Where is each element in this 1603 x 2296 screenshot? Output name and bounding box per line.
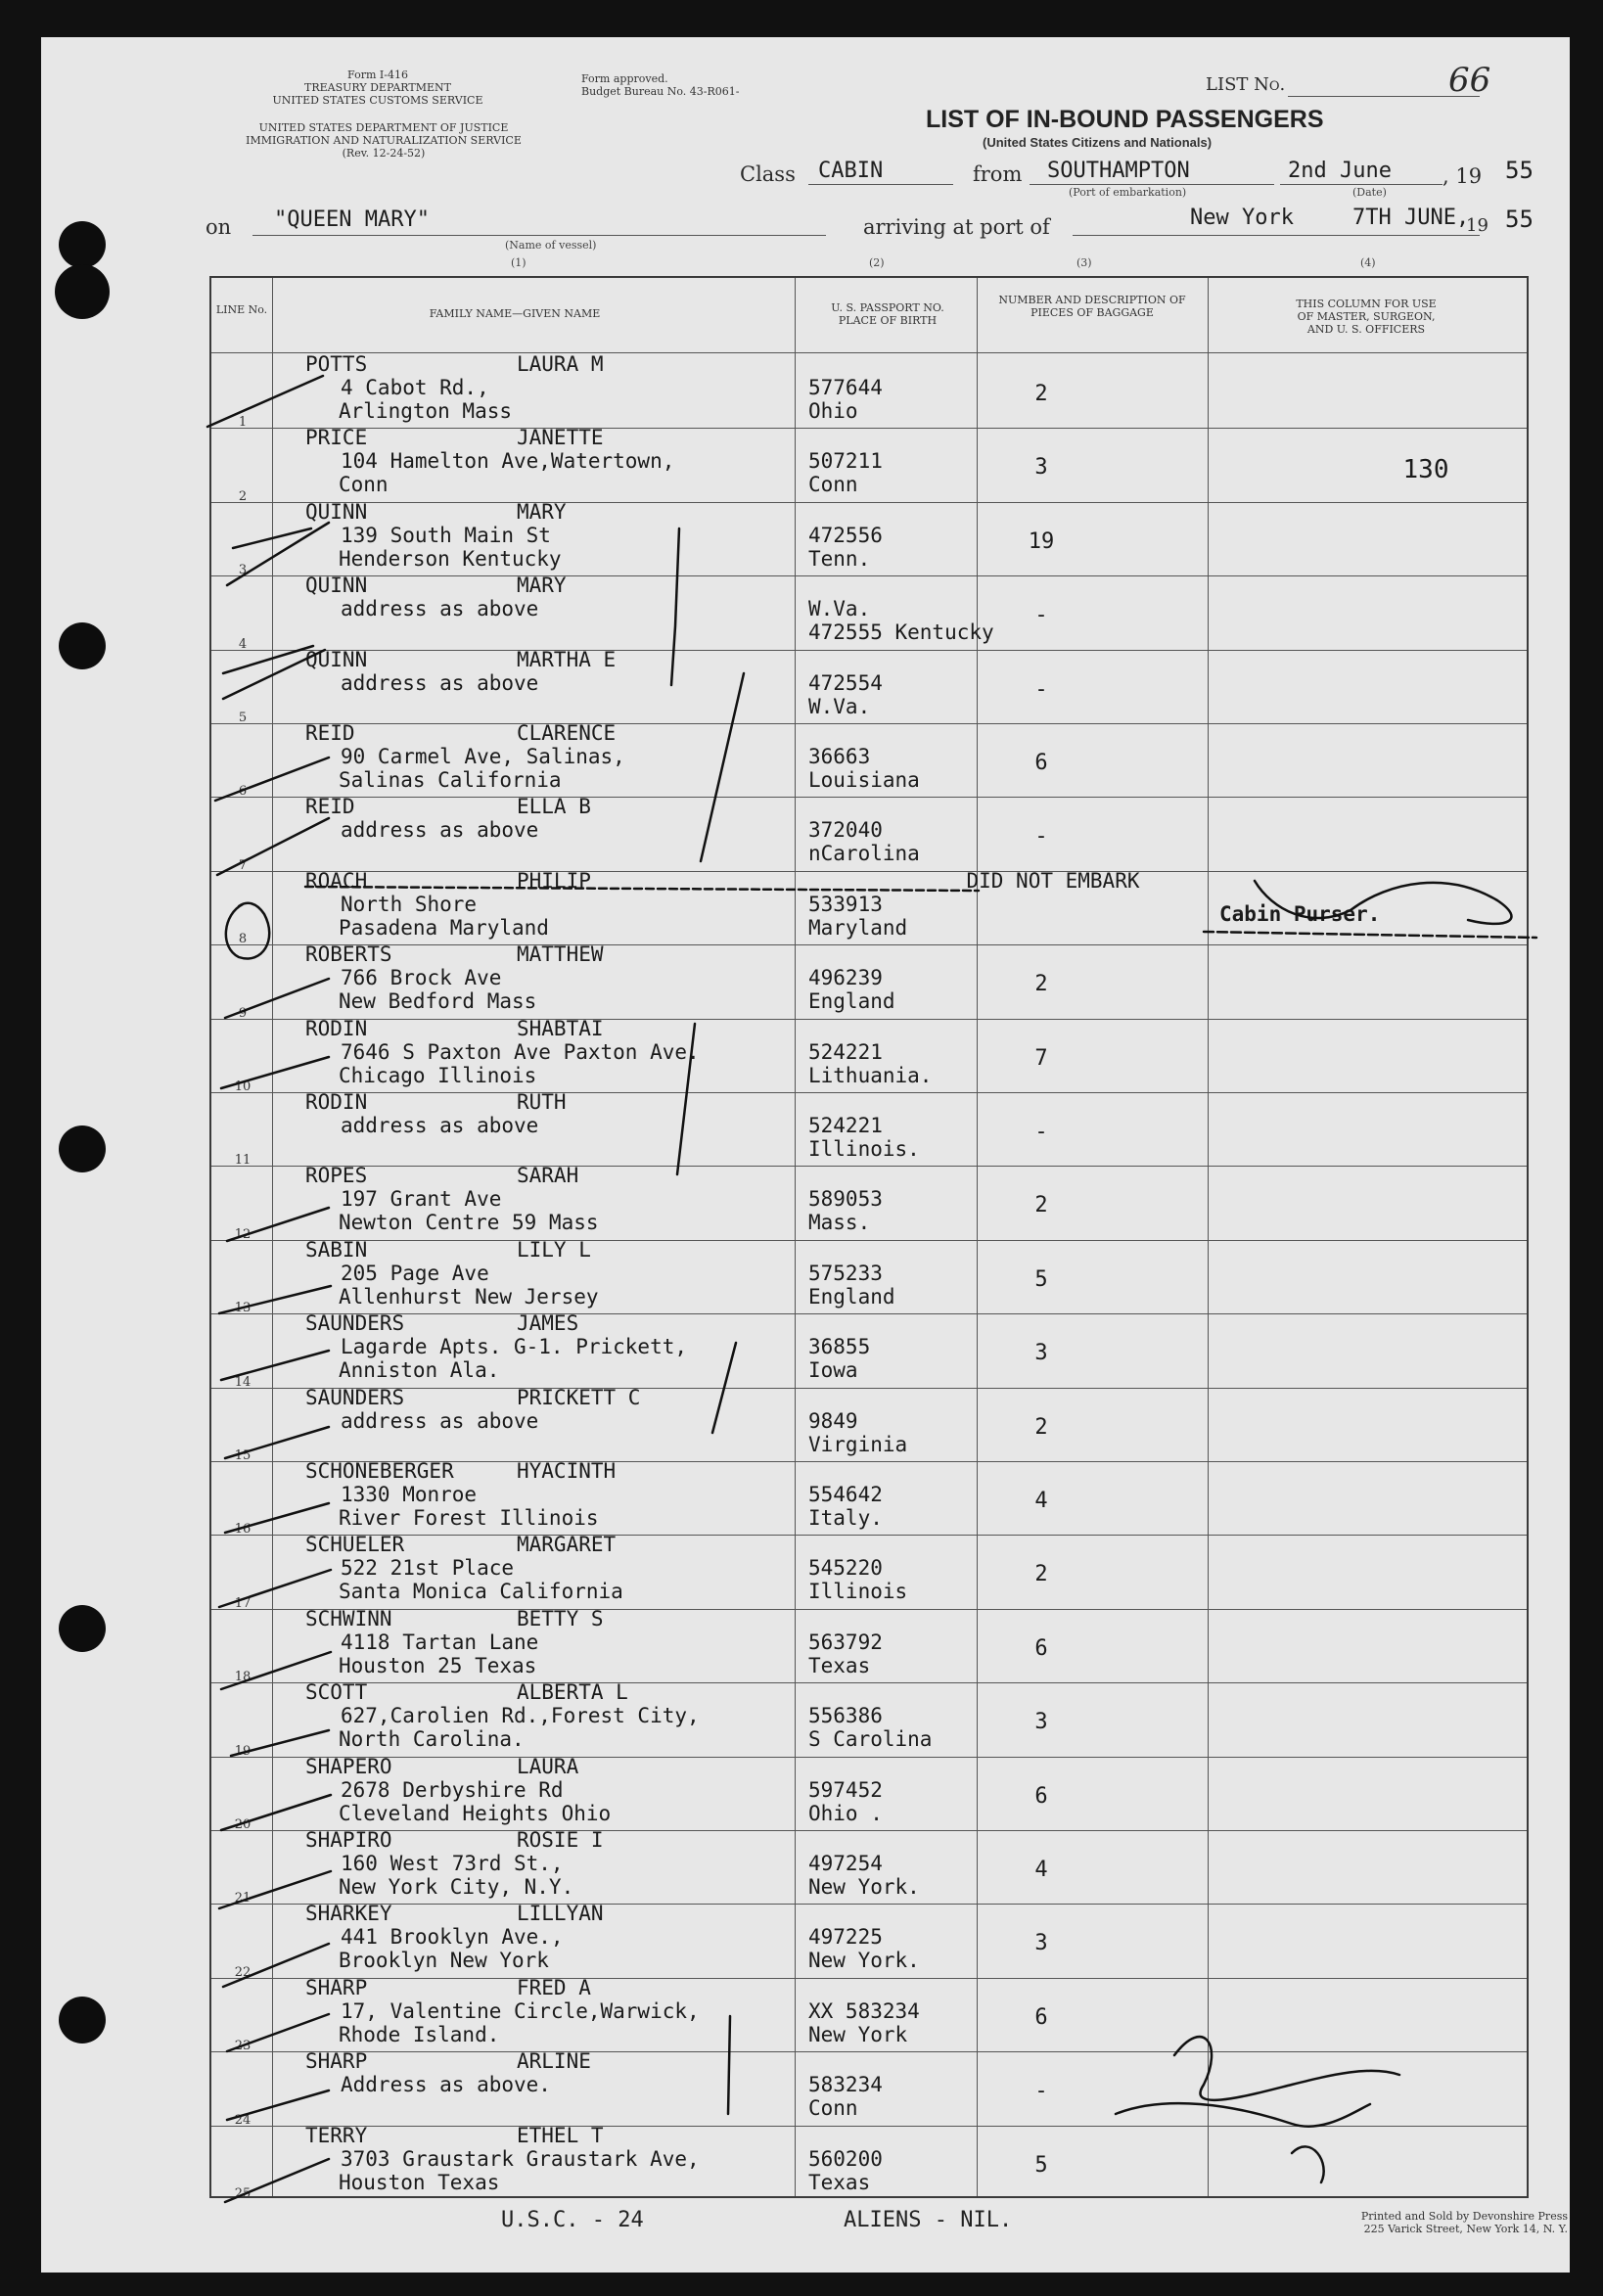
passport-number: 497254 (808, 1852, 883, 1875)
table-row (211, 574, 1527, 652)
baggage-count: 5 (1034, 1266, 1048, 1292)
vessel-name: "QUEEN MARY" (274, 207, 430, 232)
place-of-birth: Mass. (808, 1211, 871, 1235)
address-line-1: 766 Brock Ave (341, 966, 502, 990)
place-of-birth: Lithuania. (808, 1063, 933, 1087)
address-line-2: Anniston Ala. (339, 1358, 500, 1383)
place-of-birth: Texas (808, 2170, 871, 2194)
vessel-caption: (Name of vessel) (505, 239, 597, 252)
passport-number: 545220 (808, 1556, 883, 1581)
family-name: SCOTT (305, 1680, 368, 1705)
line-number: 20 (234, 1816, 252, 1832)
given-name: LILY L (517, 1237, 591, 1262)
given-name: LILLYAN (517, 1902, 604, 1926)
line-number: 23 (234, 2039, 252, 2054)
date-caption: (Date) (1352, 186, 1387, 199)
passport-number: 524221 (808, 1039, 883, 1064)
address-line-1: 197 Grant Ave (341, 1187, 502, 1212)
given-name: PHILIP (517, 868, 591, 893)
address-line-2: Rhode Island. (339, 2022, 500, 2046)
table-row (211, 1606, 1527, 1685)
passport-number: 554642 (808, 1483, 883, 1506)
place-of-birth: Virginia (808, 1432, 908, 1456)
line-number: 11 (234, 1153, 252, 1169)
line-number: 16 (234, 1522, 252, 1538)
baggage-count: 7 (1034, 1045, 1048, 1071)
table-row (211, 1311, 1527, 1390)
passport-number: 497225 (808, 1925, 883, 1950)
given-name: BETTY S (517, 1606, 604, 1630)
given-name: JANETTE (517, 426, 604, 450)
table-row (211, 1680, 1527, 1759)
year-prefix: , 19 (1443, 164, 1483, 188)
page-subtitle: (United States Citizens and Nationals) (983, 135, 1213, 150)
binder-hole (59, 1125, 106, 1172)
family-name: SHARP (305, 2049, 368, 2074)
family-name: TERRY (305, 2123, 368, 2147)
given-name: MATTHEW (517, 942, 604, 967)
address-line-1: 3703 Graustark Graustark Ave, (341, 2146, 700, 2171)
line-number: 17 (234, 1595, 252, 1611)
class-value: CABIN (818, 159, 884, 183)
address-line-1: 4 Cabot Rd., (341, 376, 489, 399)
header-divider (211, 352, 1527, 353)
table-row (211, 1533, 1527, 1611)
line-number: 6 (238, 784, 248, 800)
line-number: 21 (234, 1891, 252, 1906)
address-line-2: Houston Texas (339, 2170, 500, 2194)
address-line-2: Santa Monica California (339, 1580, 623, 1604)
family-name: SAUNDERS (305, 1311, 405, 1336)
from-label: from (973, 162, 1023, 186)
line-number: 13 (234, 1301, 252, 1316)
line-number: 22 (234, 1964, 252, 1980)
passport-number: 36663 (808, 745, 871, 768)
binder-hole (55, 264, 110, 319)
line-number: 9 (238, 1005, 248, 1021)
baggage-count: - (1034, 824, 1048, 850)
table-row (211, 1090, 1527, 1169)
place-of-birth: Texas (808, 1653, 871, 1677)
family-name: SHARP (305, 1975, 368, 1999)
given-name: LAURA M (517, 352, 604, 376)
place-of-birth: Italy. (808, 1506, 883, 1530)
port-underline (1073, 235, 1480, 236)
address-line-1: address as above (341, 670, 539, 695)
arrival-year: 55 (1505, 206, 1534, 233)
line-number: 4 (238, 636, 248, 652)
page-title: LIST OF IN-BOUND PASSENGERS (926, 106, 1324, 133)
address-line-1: 7646 S Paxton Ave Paxton Ave. (341, 1039, 700, 1064)
family-name: SAUNDERS (305, 1385, 405, 1409)
passport-number: 597452 (808, 1777, 883, 1802)
table-row (211, 942, 1527, 1021)
place-of-birth: W.Va. (808, 694, 871, 718)
line-number: 7 (238, 857, 248, 873)
given-name: JAMES (517, 1311, 579, 1336)
passport-number: 507211 (808, 449, 883, 474)
address-line-2: Brooklyn New York (339, 1949, 549, 1973)
col-header-officers: THIS COLUMN FOR USE OF MASTER, SURGEON, AND U. S. OFFICERS (1296, 298, 1437, 336)
baggage-count: 3 (1034, 1341, 1048, 1366)
given-name: ETHEL T (517, 2123, 604, 2147)
family-name: ROPES (305, 1164, 368, 1188)
given-name: FRED A (517, 1975, 591, 1999)
passport-number: 9849 (808, 1408, 858, 1433)
line-number: 2 (238, 488, 248, 504)
address-line-1: address as above (341, 597, 539, 621)
baggage-count: 6 (1034, 751, 1048, 775)
baggage-count: - (1034, 1120, 1048, 1144)
place-of-birth: Ohio (808, 399, 858, 423)
passport-number: 472554 (808, 670, 883, 695)
address-line-1: 4118 Tartan Lane (341, 1630, 539, 1654)
passport-number: 577644 (808, 376, 883, 399)
form-identifier: Form I-416 TREASURY DEPARTMENT UNITED STATES CUSTOMS SERVICE (272, 69, 483, 107)
family-name: REID (305, 795, 355, 819)
address-line-2: Conn (339, 473, 389, 497)
baggage-count: 2 (1034, 382, 1048, 406)
class-underline (808, 184, 953, 185)
family-name: QUINN (305, 647, 368, 671)
table-row (211, 426, 1527, 504)
list-no-label: LIST No. (1206, 74, 1286, 95)
baggage-count: 3 (1034, 1931, 1048, 1956)
binder-hole (59, 221, 106, 268)
address-line-2: North Carolina. (339, 1727, 525, 1752)
address-line-1: 1330 Monroe (341, 1483, 478, 1506)
place-of-birth: New York. (808, 1875, 920, 1899)
family-name: RODIN (305, 1090, 368, 1114)
table-row (211, 499, 1527, 578)
family-name: ROACH (305, 868, 368, 893)
col-header-baggage: NUMBER AND DESCRIPTION OF PIECES OF BAGGAGE (998, 294, 1186, 319)
line-number: 1 (238, 415, 248, 431)
usc-count: U.S.C. - 24 (501, 2208, 644, 2232)
address-line-2: Chicago Illinois (339, 1063, 537, 1087)
passport-number: XX 583234 (808, 1998, 920, 2023)
address-line-1: address as above (341, 1114, 539, 1137)
address-line-1: address as above (341, 818, 539, 843)
baggage-count: 3 (1034, 1710, 1048, 1735)
family-name: SHARKEY (305, 1902, 392, 1926)
class-label: Class (740, 162, 796, 186)
address-line-2: Pasadena Maryland (339, 915, 549, 940)
col1-caption: (1) (511, 256, 527, 269)
address-line-2: New York City, N.Y. (339, 1875, 574, 1899)
place-of-birth: Illinois (808, 1580, 908, 1604)
place-of-birth: S Carolina (808, 1727, 933, 1752)
place-of-birth: New York. (808, 1949, 920, 1973)
family-name: SCHWINN (305, 1606, 392, 1630)
binder-hole (59, 1997, 106, 2043)
place-of-birth: Iowa (808, 1358, 858, 1383)
binder-hole (59, 622, 106, 669)
line-number: 15 (234, 1447, 252, 1463)
embarkation-date: 2nd June (1288, 159, 1392, 183)
table-row (211, 1016, 1527, 1094)
table-row (211, 795, 1527, 873)
address-line-1: 441 Brooklyn Ave., (341, 1925, 564, 1950)
on-label: on (206, 215, 232, 239)
family-name: SHAPIRO (305, 1828, 392, 1852)
address-line-1: 139 South Main St (341, 523, 551, 547)
address-line-1: 17, Valentine Circle,Warwick, (341, 1998, 700, 2023)
line-number: 25 (234, 2185, 252, 2201)
baggage-count: - (1034, 603, 1048, 628)
address-line-1: address as above (341, 1408, 539, 1433)
place-of-birth: Maryland (808, 915, 908, 940)
place-of-birth: Tenn. (808, 546, 871, 571)
address-line-1: 90 Carmel Ave, Salinas, (341, 745, 625, 768)
address-line-1: Address as above. (341, 2073, 551, 2097)
col-header-line-no: LINE No. (215, 303, 268, 316)
passport-number: 36855 (808, 1335, 871, 1359)
place-of-birth: Conn (808, 473, 858, 497)
baggage-count: 3 (1034, 455, 1048, 481)
table-row (211, 1902, 1527, 1980)
table-row (211, 1237, 1527, 1316)
officer-note: 130 (1402, 455, 1449, 485)
address-line-1: Lagarde Apts. G-1. Prickett, (341, 1335, 688, 1359)
col-header-passport: U. S. PASSPORT NO. PLACE OF BIRTH (831, 301, 944, 327)
baggage-count: 2 (1034, 972, 1048, 997)
given-name: SHABTAI (517, 1016, 604, 1040)
given-name: RUTH (517, 1090, 567, 1114)
address-line-1: North Shore (341, 892, 478, 916)
col3-caption: (3) (1076, 256, 1092, 269)
passport-number: 496239 (808, 966, 883, 990)
line-number: 12 (234, 1226, 252, 1242)
table-row (211, 1975, 1527, 2054)
address-line-1: 627,Carolien Rd.,Forest City, (341, 1704, 700, 1728)
arrival-port: New York (1190, 206, 1294, 230)
address-line-2: Salinas California (339, 768, 562, 792)
place-of-birth: Ohio . (808, 1801, 883, 1825)
aliens-count: ALIENS - NIL. (844, 2208, 1013, 2232)
baggage-count: 2 (1034, 1414, 1048, 1440)
family-name: QUINN (305, 574, 368, 598)
col4-caption: (4) (1360, 256, 1376, 269)
baggage-count: 6 (1034, 1635, 1048, 1661)
address-line-2: River Forest Illinois (339, 1506, 599, 1530)
address-line-2: Allenhurst New Jersey (339, 1284, 599, 1309)
budget-approval: Form approved. Budget Bureau No. 43-R061- (581, 72, 740, 98)
place-of-birth: nCarolina (808, 842, 920, 866)
baggage-count: 6 (1034, 2004, 1048, 2030)
address-line-1: 205 Page Ave (341, 1261, 489, 1285)
list-no-value: 66 (1448, 61, 1491, 100)
passenger-table (209, 276, 1529, 2201)
given-name: CLARENCE (517, 721, 617, 745)
table-row (211, 1164, 1527, 1242)
table-row (211, 1385, 1527, 1463)
arrival-year-prefix: 19 (1466, 215, 1488, 236)
vessel-underline (252, 235, 826, 236)
line-number: 5 (238, 710, 248, 725)
baggage-count: - (1034, 2079, 1048, 2104)
family-name: PRICE (305, 426, 368, 450)
passport-number: W.Va. (808, 597, 871, 621)
baggage-count: 6 (1034, 1783, 1048, 1809)
embarkation-caption: (Port of embarkation) (1069, 186, 1187, 199)
given-name: MARY (517, 574, 567, 598)
address-line-1: 2678 Derbyshire Rd (341, 1777, 564, 1802)
date-underline (1280, 184, 1443, 185)
baggage-count: 2 (1034, 1193, 1048, 1218)
agency-identifier: UNITED STATES DEPARTMENT OF JUSTICE IMMIGRATION AND NATURALIZATION SERVICE (Rev. 12-24-52) (246, 121, 522, 160)
arrival-date: 7TH JUNE, (1352, 206, 1470, 230)
col2-caption: (2) (869, 256, 885, 269)
baggage-count: 19 (1028, 528, 1055, 554)
passport-number: 533913 (808, 892, 883, 916)
family-name: POTTS (305, 352, 368, 376)
baggage-count: 5 (1034, 2152, 1048, 2178)
address-line-2: Newton Centre 59 Mass (339, 1211, 599, 1235)
passport-number: 583234 (808, 2073, 883, 2097)
address-line-1: 104 Hamelton Ave,Watertown, (341, 449, 675, 474)
address-line-2: Henderson Kentucky (339, 546, 562, 571)
line-number: 19 (234, 1743, 252, 1759)
passport-number: 589053 (808, 1187, 883, 1212)
place-of-birth: 472555 Kentucky (808, 620, 994, 645)
address-line-1: 160 West 73rd St., (341, 1852, 564, 1875)
passport-number: 563792 (808, 1630, 883, 1654)
given-name: MARGARET (517, 1533, 617, 1557)
passport-number: 372040 (808, 818, 883, 843)
address-line-2: New Bedford Mass (339, 989, 537, 1014)
table-row (211, 2049, 1527, 2128)
table-row (211, 1830, 1527, 1904)
line-number: 8 (238, 932, 248, 947)
given-name: PRICKETT C (517, 1385, 641, 1409)
family-name: QUINN (305, 499, 368, 524)
address-line-2: Houston 25 Texas (339, 1653, 537, 1677)
line-number: 10 (234, 1079, 252, 1094)
place-of-birth: Conn (808, 2096, 858, 2121)
family-name: ROBERTS (305, 942, 392, 967)
passport-number: 556386 (808, 1704, 883, 1728)
family-name: REID (305, 721, 355, 745)
given-name: ROSIE I (517, 1828, 604, 1852)
baggage-count: - (1034, 676, 1048, 702)
line-number: 18 (234, 1670, 252, 1685)
table-row (211, 1459, 1527, 1538)
binder-hole (59, 1605, 106, 1652)
passport-number: 472556 (808, 523, 883, 547)
table-row (211, 721, 1527, 800)
address-line-2: Arlington Mass (339, 399, 513, 423)
table-row (211, 647, 1527, 725)
place-of-birth: Louisiana (808, 768, 920, 792)
line-number: 3 (238, 563, 248, 578)
line-number: 24 (234, 2112, 252, 2128)
given-name: HYACINTH (517, 1459, 617, 1483)
arriving-label: arriving at port of (863, 215, 1050, 239)
baggage-count: 4 (1034, 1858, 1048, 1882)
table-row (211, 2123, 1527, 2201)
passport-number: 524221 (808, 1114, 883, 1137)
address-line-2: Cleveland Heights Ohio (339, 1801, 612, 1825)
table-row (211, 352, 1527, 431)
place-of-birth: New York (808, 2022, 908, 2046)
baggage-count: 4 (1034, 1489, 1048, 1513)
place-of-birth: England (808, 989, 895, 1014)
passport-number: 575233 (808, 1261, 883, 1285)
given-name: LAURA (517, 1754, 579, 1778)
table-row (211, 1754, 1527, 1832)
place-of-birth: Illinois. (808, 1137, 920, 1161)
given-name: ALBERTA L (517, 1680, 628, 1705)
baggage-count: DID NOT EMBARK (966, 868, 1140, 893)
family-name: SHAPERO (305, 1754, 392, 1778)
family-name: SCHUELER (305, 1533, 405, 1557)
family-name: SCHONEBERGER (305, 1459, 454, 1483)
given-name: MARTHA E (517, 647, 617, 671)
baggage-count: 2 (1034, 1562, 1048, 1587)
place-of-birth: England (808, 1284, 895, 1309)
embarkation-year: 55 (1505, 157, 1534, 184)
officer-note: Cabin Purser. (1219, 901, 1381, 926)
passport-number: 560200 (808, 2146, 883, 2171)
printer-credit: Printed and Sold by Devonshire Press 225 Varick Street, New York 14, N. Y. (1360, 2210, 1568, 2235)
table-row (211, 868, 1527, 947)
line-number: 14 (234, 1374, 252, 1390)
col-header-name: FAMILY NAME—GIVEN NAME (429, 307, 601, 320)
family-name: RODIN (305, 1016, 368, 1040)
embarkation-underline (1030, 184, 1274, 185)
given-name: MARY (517, 499, 567, 524)
given-name: ELLA B (517, 795, 591, 819)
family-name: SABIN (305, 1237, 368, 1262)
given-name: ARLINE (517, 2049, 591, 2074)
given-name: SARAH (517, 1164, 579, 1188)
embarkation-port: SOUTHAMPTON (1047, 159, 1190, 183)
address-line-1: 522 21st Place (341, 1556, 515, 1581)
